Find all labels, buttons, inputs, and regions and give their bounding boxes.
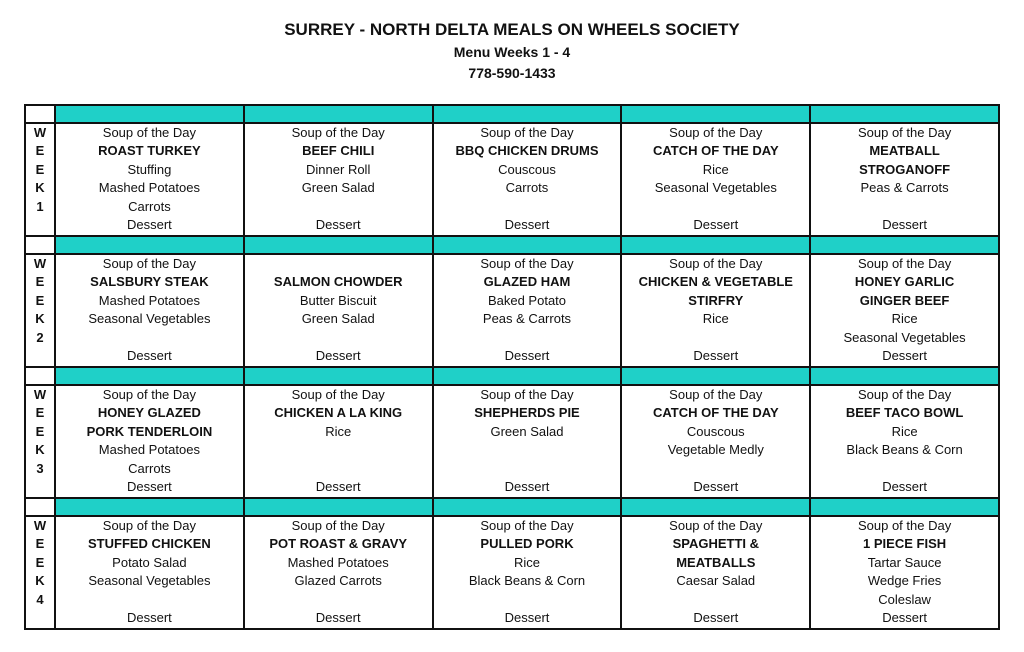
week-label-letter: E bbox=[35, 554, 45, 570]
meal-line: Soup of the Day bbox=[102, 256, 197, 271]
meal-main-dish: 1 PIECE FISH bbox=[863, 536, 947, 552]
meal-cell bbox=[621, 516, 810, 629]
meal-line: Seasonal Vegetables bbox=[843, 329, 966, 345]
meal-line: Soup of the Day bbox=[669, 125, 763, 140]
week-label-letter: 2 bbox=[36, 329, 44, 345]
week-label bbox=[25, 516, 55, 629]
meal-line: Rice bbox=[891, 423, 918, 439]
meal-line bbox=[56, 591, 243, 609]
week-label bbox=[25, 123, 55, 236]
band-cell bbox=[621, 498, 810, 516]
meal-main-dish: SHEPHERDS PIE bbox=[474, 405, 580, 421]
week-label-letter: W bbox=[33, 256, 47, 271]
meal-line bbox=[245, 255, 432, 273]
meal-cell bbox=[433, 254, 622, 367]
band-cell bbox=[244, 367, 433, 385]
week-label bbox=[25, 385, 55, 498]
meal-line: Soup of the Day bbox=[102, 125, 197, 140]
meal-main-dish: STROGANOFF bbox=[859, 161, 951, 177]
meal-main-dish: MEATBALL bbox=[869, 143, 940, 159]
band-cell bbox=[810, 498, 999, 516]
meal-line: Rice bbox=[325, 423, 352, 439]
meal-main-dish: POT ROAST & GRAVY bbox=[269, 536, 408, 552]
band-cell bbox=[55, 105, 244, 123]
meal-line: Wedge Fries bbox=[867, 573, 942, 589]
band-cell bbox=[55, 498, 244, 516]
band-corner-cell bbox=[25, 105, 55, 123]
meal-line: Rice bbox=[702, 311, 729, 327]
band-cell bbox=[433, 498, 622, 516]
week-label bbox=[25, 254, 55, 367]
meal-main-dish: BEEF TACO BOWL bbox=[845, 405, 964, 421]
week-label-letter: E bbox=[35, 161, 45, 177]
meal-line: Soup of the Day bbox=[480, 125, 574, 140]
week-label-letter: E bbox=[35, 292, 45, 308]
meal-line: Soup of the Day bbox=[857, 518, 952, 533]
meal-line: Dessert bbox=[504, 347, 550, 363]
meal-line: Dessert bbox=[315, 216, 361, 232]
meal-line: Black Beans & Corn bbox=[468, 573, 586, 589]
meal-main-dish: STIRFRY bbox=[688, 292, 744, 308]
meal-line: Green Salad bbox=[490, 423, 564, 439]
week-label-letter: K bbox=[35, 442, 45, 458]
week-label-letter: W bbox=[33, 125, 47, 140]
meal-line: Soup of the Day bbox=[669, 518, 763, 533]
meal-cell bbox=[55, 385, 244, 498]
week-label-letter: E bbox=[35, 274, 45, 290]
meal-line: Dessert bbox=[127, 216, 172, 232]
meal-line: Black Beans & Corn bbox=[846, 442, 963, 458]
meal-line bbox=[434, 460, 621, 478]
week-label-letter: K bbox=[35, 311, 45, 327]
meal-line bbox=[622, 460, 809, 478]
meal-line: Dessert bbox=[882, 609, 927, 625]
meal-main-dish: BEEF CHILI bbox=[302, 143, 375, 159]
meal-line: Mashed Potatoes bbox=[98, 442, 200, 458]
meal-cell bbox=[433, 385, 622, 498]
band-cell bbox=[433, 236, 622, 254]
meal-cell bbox=[244, 254, 433, 367]
meal-line bbox=[434, 591, 621, 609]
week-label-letter: K bbox=[35, 180, 45, 196]
week-label-letter: E bbox=[35, 536, 45, 552]
meal-cell bbox=[621, 123, 810, 236]
meal-line: Vegetable Medly bbox=[667, 442, 764, 458]
band-cell bbox=[810, 367, 999, 385]
meal-line: Couscous bbox=[498, 161, 556, 177]
band-corner-cell bbox=[25, 236, 55, 254]
meal-line: Soup of the Day bbox=[102, 387, 197, 402]
meal-line bbox=[622, 329, 809, 347]
meal-line bbox=[434, 329, 621, 347]
meal-line: Stuffing bbox=[127, 161, 172, 177]
meal-line bbox=[434, 198, 621, 216]
meal-line: Soup of the Day bbox=[291, 387, 385, 402]
meal-main-dish: CATCH OF THE DAY bbox=[652, 143, 779, 159]
band-cell bbox=[244, 105, 433, 123]
meal-cell bbox=[55, 516, 244, 629]
week-header-band bbox=[25, 367, 999, 385]
band-corner-cell bbox=[25, 498, 55, 516]
meal-cell bbox=[433, 123, 622, 236]
meal-line: Rice bbox=[891, 311, 918, 327]
meal-line bbox=[245, 198, 432, 216]
week-header-band bbox=[25, 498, 999, 516]
meal-line: Dessert bbox=[693, 478, 739, 494]
week-label-letter: 1 bbox=[36, 198, 44, 214]
band-cell bbox=[433, 367, 622, 385]
meal-line bbox=[622, 198, 809, 216]
meal-line: Peas & Carrots bbox=[860, 180, 949, 196]
meal-line: Dessert bbox=[504, 478, 550, 494]
meal-line: Dessert bbox=[315, 347, 361, 363]
meal-line: Soup of the Day bbox=[669, 387, 763, 402]
band-cell bbox=[621, 367, 810, 385]
meal-main-dish: CATCH OF THE DAY bbox=[652, 405, 779, 421]
meal-line: Soup of the Day bbox=[480, 256, 574, 271]
meal-line bbox=[811, 460, 998, 478]
meal-line: Tartar Sauce bbox=[867, 554, 942, 570]
meal-line: Dinner Roll bbox=[306, 161, 371, 177]
meal-main-dish: HONEY GLAZED bbox=[97, 405, 201, 421]
meal-line: Dessert bbox=[127, 609, 172, 625]
meal-main-dish: PULLED PORK bbox=[480, 536, 574, 552]
meal-cell bbox=[55, 254, 244, 367]
meal-main-dish: ROAST TURKEY bbox=[98, 143, 201, 159]
band-cell bbox=[55, 236, 244, 254]
band-cell bbox=[810, 236, 999, 254]
meal-line: Carrots bbox=[128, 198, 171, 214]
meal-line: Dessert bbox=[882, 347, 927, 363]
page-subtitle: Menu Weeks 1 - 4 bbox=[453, 44, 571, 60]
meal-main-dish: GINGER BEEF bbox=[859, 292, 950, 308]
meal-line: Seasonal Vegetables bbox=[88, 573, 211, 589]
meal-cell bbox=[810, 123, 999, 236]
meal-line: Butter Biscuit bbox=[299, 292, 377, 308]
meal-line: Dessert bbox=[315, 478, 361, 494]
meal-line bbox=[245, 591, 432, 609]
week-label-letter: 4 bbox=[36, 591, 44, 607]
meal-line bbox=[245, 441, 432, 459]
meal-main-dish: HONEY GARLIC bbox=[854, 274, 955, 290]
meal-line: Seasonal Vegetables bbox=[654, 180, 777, 196]
meal-main-dish: MEATBALLS bbox=[676, 554, 756, 570]
meal-cell bbox=[621, 254, 810, 367]
meal-line: Dessert bbox=[882, 478, 927, 494]
page-title: SURREY - NORTH DELTA MEALS ON WHEELS SOCIETY bbox=[284, 20, 740, 39]
meal-cell bbox=[433, 516, 622, 629]
band-cell bbox=[621, 105, 810, 123]
meal-line: Green Salad bbox=[301, 311, 375, 327]
meal-line: Mashed Potatoes bbox=[98, 292, 200, 308]
meal-line: Soup of the Day bbox=[102, 518, 197, 533]
week-row bbox=[25, 254, 999, 367]
meal-cell bbox=[810, 516, 999, 629]
week-label-letter: E bbox=[35, 405, 45, 421]
meal-line: Soup of the Day bbox=[291, 518, 385, 533]
menu-table bbox=[24, 104, 1000, 630]
meal-line: Soup of the Day bbox=[669, 256, 763, 271]
band-cell bbox=[433, 105, 622, 123]
meal-line bbox=[245, 329, 432, 347]
meal-line bbox=[811, 198, 998, 216]
meal-line bbox=[622, 591, 809, 609]
band-cell bbox=[621, 236, 810, 254]
band-cell bbox=[244, 236, 433, 254]
week-label-letter: W bbox=[33, 387, 47, 402]
meal-line: Dessert bbox=[693, 216, 739, 232]
meal-line: Soup of the Day bbox=[857, 256, 952, 271]
meal-cell bbox=[244, 385, 433, 498]
meal-line: Carrots bbox=[505, 180, 549, 196]
meal-line bbox=[245, 460, 432, 478]
meal-line: Baked Potato bbox=[487, 292, 567, 308]
meal-main-dish: CHICKEN & VEGETABLE bbox=[638, 274, 793, 290]
band-corner-cell bbox=[25, 367, 55, 385]
meal-line: Soup of the Day bbox=[480, 387, 574, 402]
week-label-letter: K bbox=[35, 573, 45, 589]
week-label-letter: W bbox=[33, 518, 47, 533]
meal-cell bbox=[55, 123, 244, 236]
band-cell bbox=[810, 105, 999, 123]
week-header-band bbox=[25, 236, 999, 254]
band-cell bbox=[55, 367, 244, 385]
meal-cell bbox=[621, 385, 810, 498]
meal-cell bbox=[810, 385, 999, 498]
meal-line: Soup of the Day bbox=[291, 125, 385, 140]
meal-main-dish: PORK TENDERLOIN bbox=[86, 423, 213, 439]
meal-line bbox=[56, 329, 243, 347]
meal-line: Dessert bbox=[693, 609, 739, 625]
meal-main-dish: STUFFED CHICKEN bbox=[88, 536, 211, 552]
week-label-letter: E bbox=[35, 423, 45, 439]
meal-main-dish: GLAZED HAM bbox=[483, 274, 571, 290]
meal-line: Caesar Salad bbox=[676, 573, 756, 589]
meal-line: Rice bbox=[513, 554, 540, 570]
meal-main-dish: CHICKEN A LA KING bbox=[274, 405, 403, 421]
meal-cell bbox=[244, 516, 433, 629]
meal-main-dish: SPAGHETTI & bbox=[672, 536, 759, 552]
meal-line: Dessert bbox=[127, 347, 172, 363]
band-cell bbox=[244, 498, 433, 516]
week-header-band bbox=[25, 105, 999, 123]
meal-line: Dessert bbox=[504, 216, 550, 232]
meal-line bbox=[434, 441, 621, 459]
meal-line: Soup of the Day bbox=[857, 387, 952, 402]
meal-main-dish: BBQ CHICKEN DRUMS bbox=[455, 143, 599, 159]
meal-line: Couscous bbox=[686, 423, 745, 439]
meal-line: Dessert bbox=[504, 609, 550, 625]
meal-line: Dessert bbox=[882, 216, 927, 232]
meal-line: Mashed Potatoes bbox=[98, 180, 200, 196]
meal-line: Coleslaw bbox=[878, 591, 931, 607]
meal-cell bbox=[244, 123, 433, 236]
week-row bbox=[25, 385, 999, 498]
week-label-letter: E bbox=[35, 143, 45, 159]
meal-line: Carrots bbox=[128, 460, 171, 476]
meal-line: Peas & Carrots bbox=[482, 311, 572, 327]
meal-line: Soup of the Day bbox=[857, 125, 952, 140]
meal-line: Seasonal Vegetables bbox=[88, 311, 211, 327]
meal-line: Potato Salad bbox=[112, 554, 187, 570]
meal-line: Glazed Carrots bbox=[294, 573, 382, 589]
meal-cell bbox=[810, 254, 999, 367]
meal-line: Rice bbox=[702, 161, 729, 177]
meal-line: Mashed Potatoes bbox=[287, 554, 389, 570]
meal-line: Soup of the Day bbox=[480, 518, 574, 533]
phone-number: 778-590-1433 bbox=[468, 65, 556, 81]
meal-main-dish: SALSBURY STEAK bbox=[90, 274, 209, 290]
meal-line: Green Salad bbox=[301, 180, 375, 196]
meal-line: Dessert bbox=[693, 347, 739, 363]
meal-line: Dessert bbox=[315, 609, 361, 625]
meal-line: Dessert bbox=[127, 478, 172, 494]
week-label-letter: 3 bbox=[36, 460, 44, 476]
week-row bbox=[25, 123, 999, 236]
week-row bbox=[25, 516, 999, 629]
meal-main-dish: SALMON CHOWDER bbox=[273, 274, 403, 290]
